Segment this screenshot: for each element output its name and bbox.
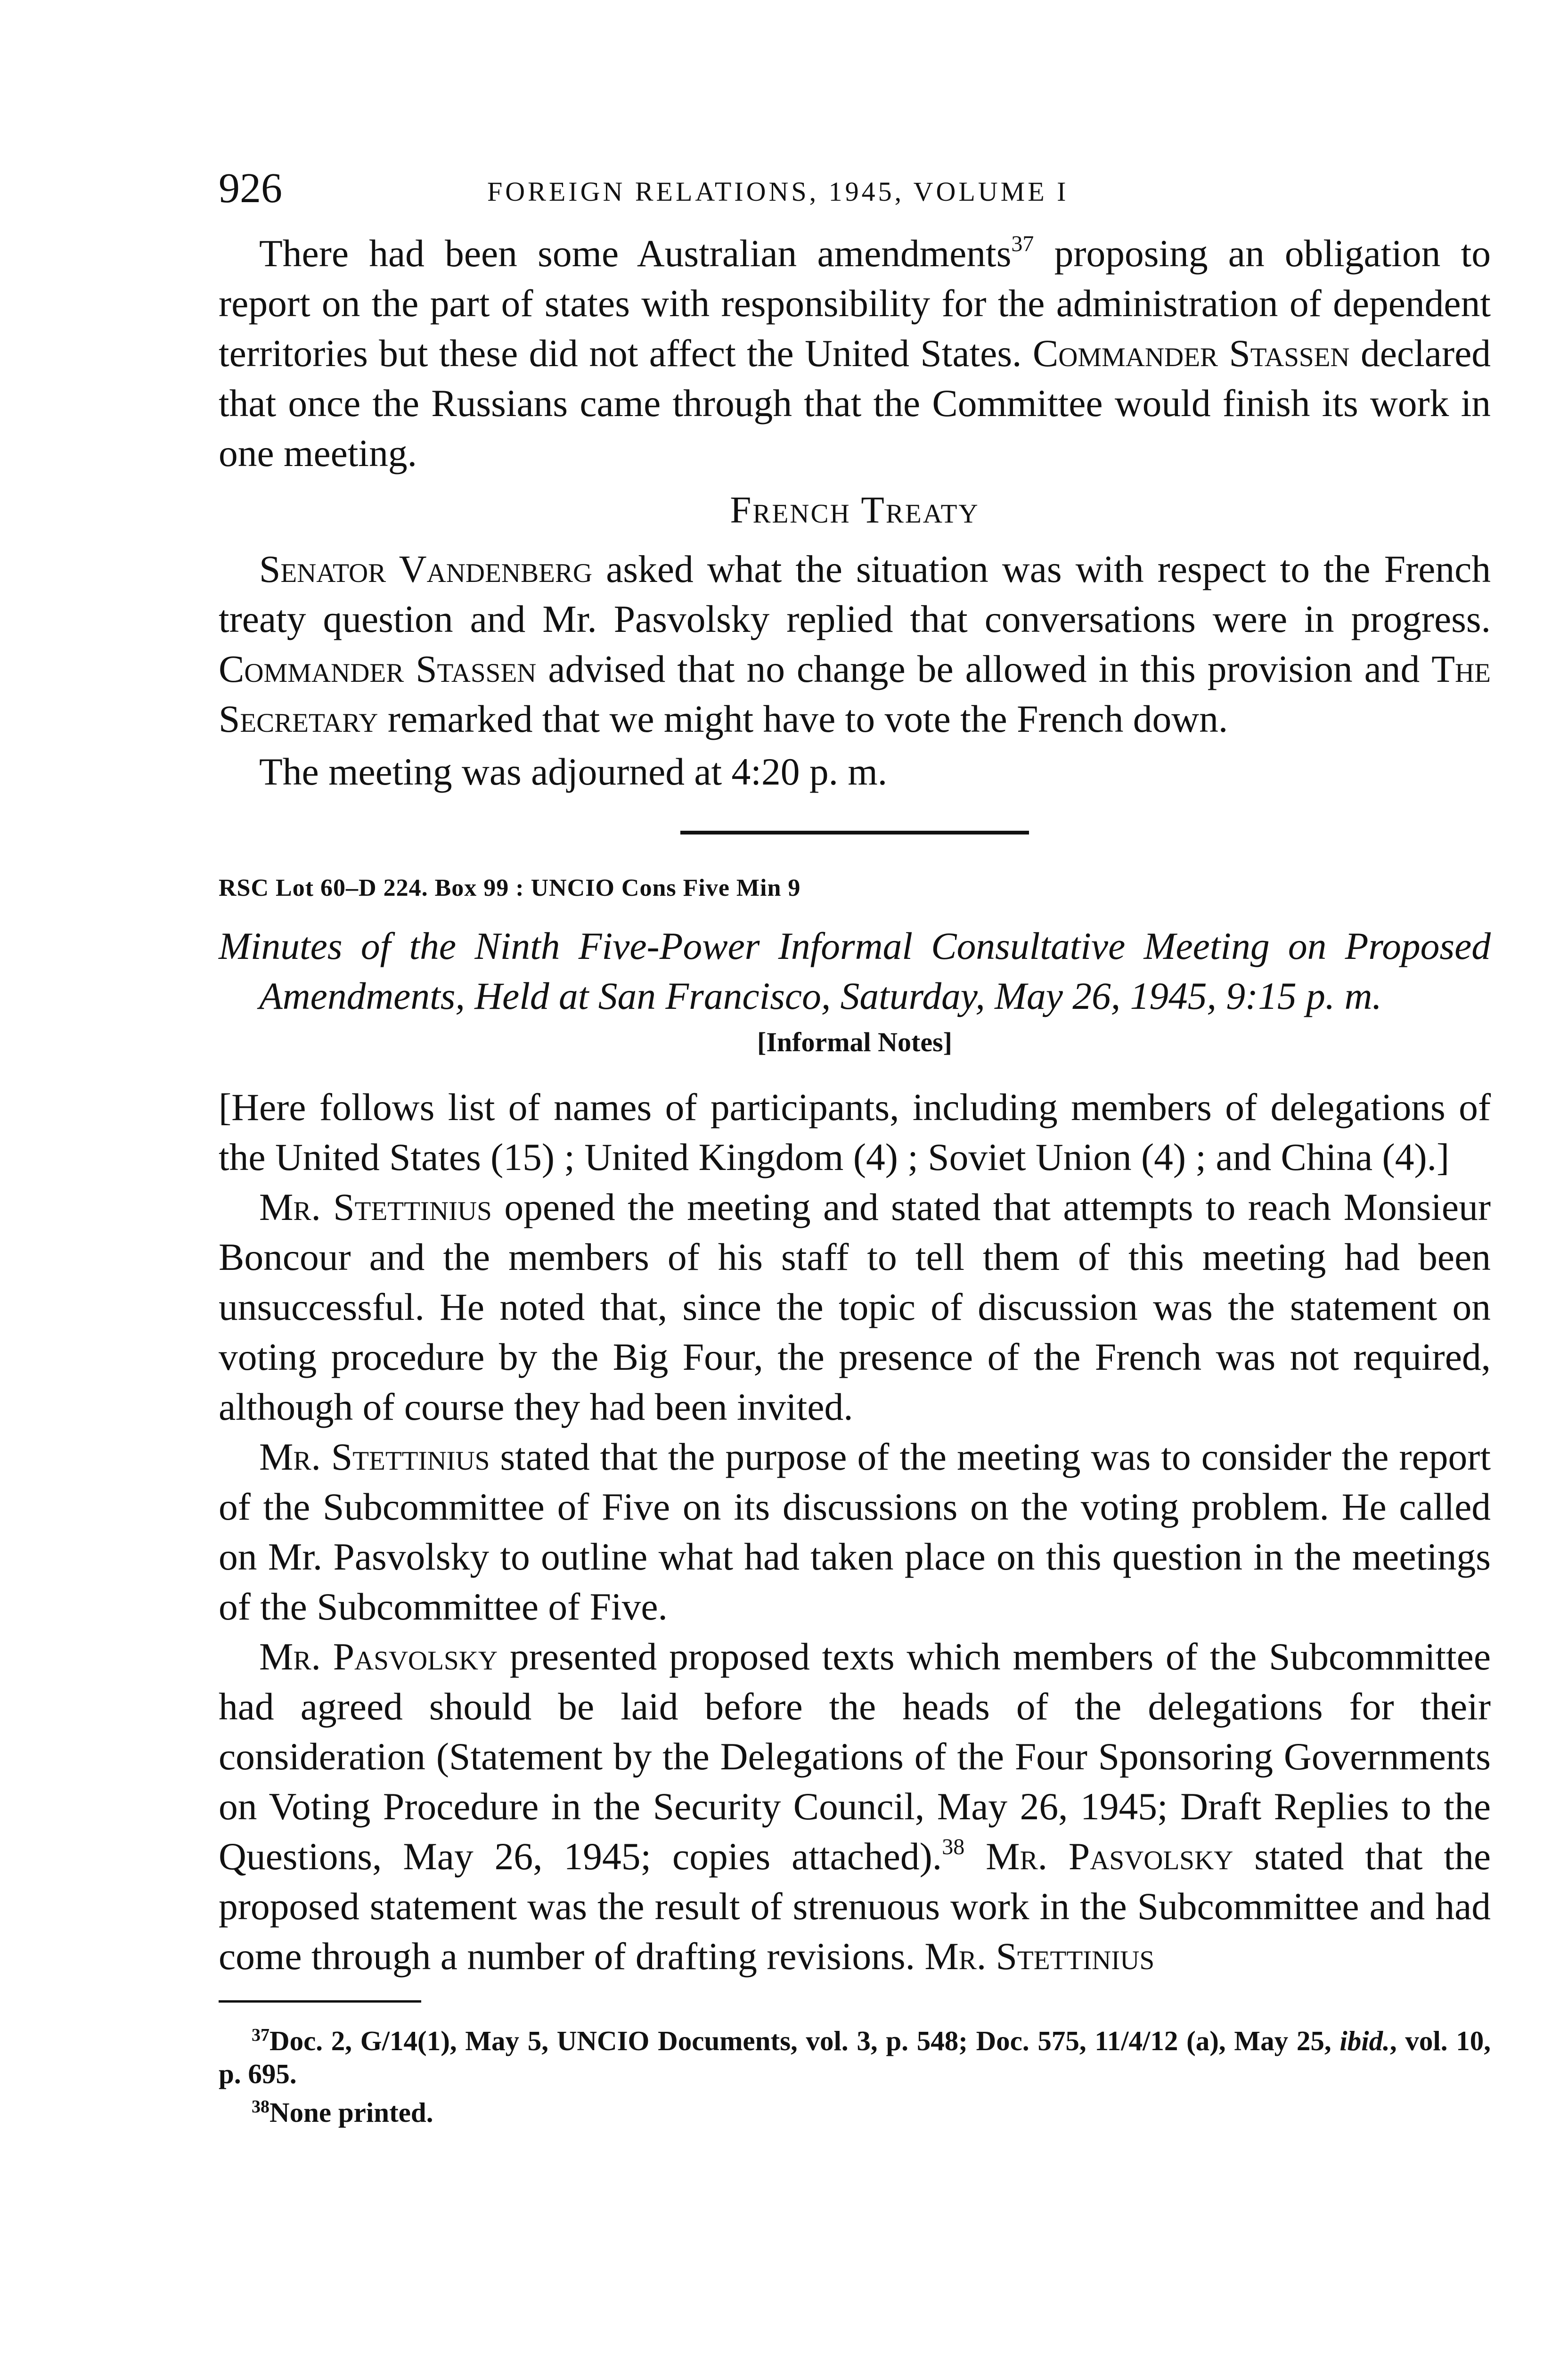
paragraph-australian-amendments <box>219 229 1491 478</box>
para1-text-c: declared that once the Russians came through that the Committee would finish its work in one meeting. <box>219 332 1491 474</box>
para2-text-c: remarked that we might have to vote the French down. <box>378 697 1228 740</box>
speaker-name: Mr. Stettinius <box>924 1935 1155 1978</box>
section-heading-french-treaty: French Treaty <box>730 489 980 531</box>
footnote-divider <box>219 2000 421 2003</box>
document-page <box>219 0 1491 2129</box>
paragraph-french-treaty <box>219 544 1491 744</box>
speaker-name: Commander Stassen <box>219 647 537 690</box>
paragraph-adjourned: The meeting was adjourned at 4:20 p. m. <box>259 750 888 793</box>
para6-text: stated that the purpose of the meeting was to consider the report of the Subcommittee of Five on its discussions on the voting problem. He called on Mr. Pasvolsky to outline what had taken place on this question in the meetings of the Subcommittee of Five. <box>219 1435 1491 1628</box>
footnote-mark: 38 <box>252 2097 270 2117</box>
speaker-name: Mr. Pasvolsky <box>259 1635 498 1678</box>
source-citation: RSC Lot 60–D 224. Box 99 : UNCIO Cons Five Min 9 <box>219 875 801 901</box>
document-note: [Informal Notes] <box>757 1027 952 1057</box>
footnote-38 <box>219 2090 1491 2129</box>
para7-text-c: stated that the proposed statement was the result of strenuous work in the Subcommittee and had come through a number of drafting revisions. <box>219 1835 1491 1978</box>
paragraph-pasvolsky-texts <box>219 1632 1491 1981</box>
document-title: Minutes of the Ninth Five-Power Informal Consultative Meeting on Proposed Amendments, Held at San Francisco, Saturday, May 26, 1945, 9:15 p. m. <box>219 924 1491 1017</box>
para2-text-b: advised that no change be allowed in this provision and <box>536 647 1432 690</box>
para5-text: opened the meeting and stated that attempts to reach Monsieur Boncour and the members of his staff to tell them of this meeting had been unsuccessful. He noted that, since the topic of discussion was the statement on voting procedure by the Big Four, the presence of the French was not required, although of course they had been invited. <box>219 1186 1491 1428</box>
footnote-37 <box>219 2019 1491 2090</box>
footnote-37-text-b: , vol. 10, p. 695. <box>219 2025 1491 2089</box>
speaker-name: Mr. Stettinius <box>259 1435 490 1478</box>
footnote-38-text: None printed. <box>270 2097 433 2128</box>
running-title: FOREIGN RELATIONS, 1945, VOLUME I <box>487 176 1069 207</box>
speaker-name: Mr. Pasvolsky <box>986 1835 1233 1878</box>
footnotes <box>219 2019 1491 2129</box>
speaker-name: Senator Vandenberg <box>259 548 593 590</box>
para7-text-b <box>964 1835 986 1878</box>
para7-text-a: presented proposed texts which members of the Subcommittee had agreed should be laid before the heads of the delegations for their consideration (Statement by the Delegations of the Four Sponsoring Governments on Voting Procedure in the Security Council, May 26, 1945; Draft Replies to the Questions, May 26, 1945; copies attached). <box>219 1635 1491 1878</box>
speaker-name: Commander Stassen <box>1032 332 1350 375</box>
footnote-ref-37[interactable]: 37 <box>1011 231 1034 256</box>
para1-text-a: There had been some Australian amendments <box>259 232 1012 275</box>
para2-text-a: asked what the situation was with respect to the French treaty question and Mr. Pasvolsky replied that conversations were in progress. <box>219 548 1491 640</box>
section-divider <box>680 831 1029 834</box>
footnote-37-text-a: Doc. 2, G/14(1), May 5, UNCIO Documents, vol. 3, p. 548; Doc. 575, 11/4/12 (a), May 25, <box>270 2025 1340 2056</box>
speaker-name: Mr. Stettinius <box>259 1186 492 1228</box>
running-head <box>219 163 1491 214</box>
paragraph-participants: [Here follows list of names of participants, including members of delegations of the United States (15) ; United Kingdom (4) ; Soviet Union (4) ; and China (4).] <box>219 1086 1491 1178</box>
paragraph-stettinius-purpose <box>219 1432 1491 1632</box>
page-number: 926 <box>219 165 282 212</box>
paragraph-stettinius-opened <box>219 1182 1491 1432</box>
footnote-37-ibid: ibid. <box>1339 2025 1390 2056</box>
speaker-name: The Secretary <box>219 647 1491 740</box>
footnote-ref-38[interactable]: 38 <box>942 1834 965 1859</box>
footnote-mark: 37 <box>252 2025 270 2045</box>
para1-text-b: proposing an obligation to report on the part of states with responsibility for the administration of dependent territories but these did not affect the United States. <box>219 232 1491 375</box>
